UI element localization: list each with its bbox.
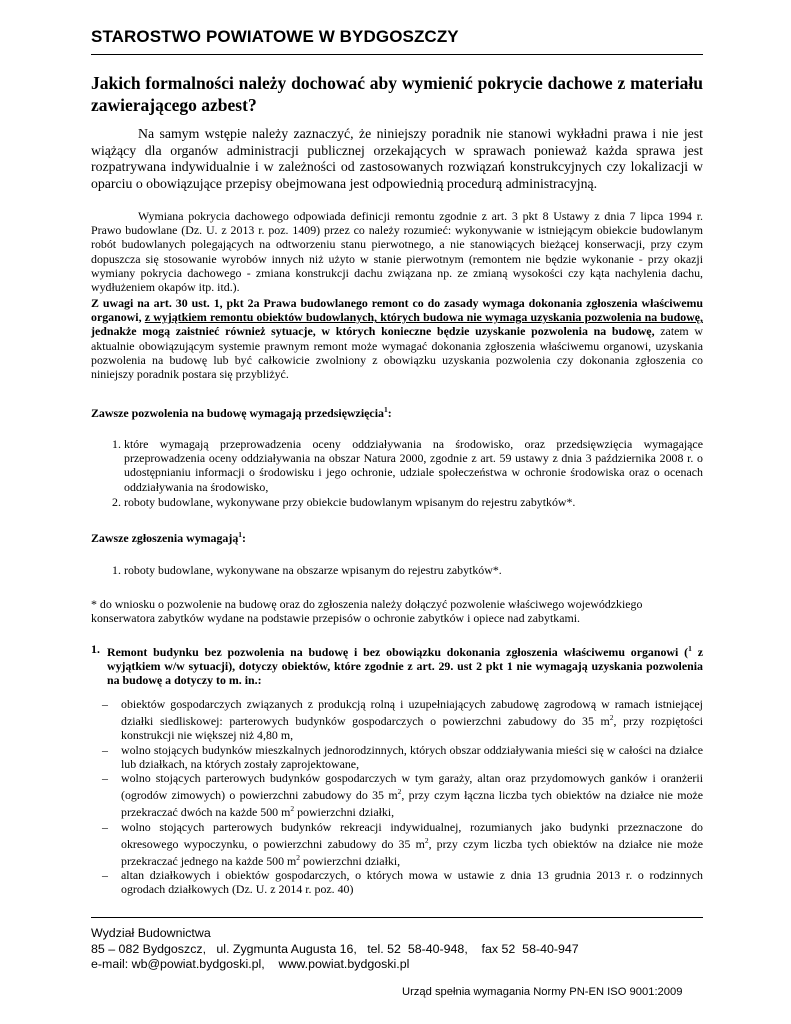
footer-contact (91, 926, 579, 973)
footnote-mark: 1 (688, 644, 692, 653)
legal-basis-exception: z wyjątkiem remontu obiektów budowlanych, których budowa nie wymaga uzyskania pozwolenia na budowę, (144, 310, 703, 325)
header-title: STAROSTWO POWIATOWE W BYDGOSZCZY (91, 27, 459, 46)
list-item-text: wolno stojących budynków mieszkalnych jednorodzinnych, których obszar oddziaływania mieści się w całości na działce lub działkach, na których zostały zaprojektowane, (121, 742, 703, 771)
notifications-heading-colon: : (242, 531, 247, 545)
exempt-buildings-list (91, 697, 703, 897)
superscript: 2 (290, 804, 295, 814)
notifications-list (91, 563, 703, 578)
header-divider (91, 54, 703, 55)
footer-address: 85 – 082 Bydgoszcz, ul. Zygmunta Augusta 16, tel. 52 58-40-948, fax 52 58-40-947 (91, 941, 579, 956)
section-1-line1: Remont budynku bez pozwolenia na budowę i bez obowiązku dokonania zgłoszenia właściwemu organowi (107, 645, 679, 659)
list-item-text: , przy rozpiętości konstrukcji nie większej niż 4,80 m, (121, 714, 704, 743)
list-item-text: , przy czym liczba tych obiektów na działce nie może przekraczać jednego na każde 500 m (121, 836, 703, 869)
footnote-mark: 1 (238, 530, 243, 539)
intro-paragraph: Na samym wstępie należy zaznaczyć, że niniejszy poradnik nie stanowi wykładni prawa i nie jest wiążący dla organów administracji publicznej orzekających w sprawach ponieważ każda sprawa jest rozpatrywana indywidualnie i w zależności od zastosowanych rozwiązań konstrukcyjnych czy lokalizacji w oparciu o obowiązujące przepisy obejmowana jest odpowiednią procedurą administracyjną. (91, 126, 703, 191)
section-1-paren: ( (684, 645, 689, 659)
notifications-heading (91, 530, 246, 546)
list-item-text: , przy czym łączna liczba tych obiektów na działce nie może przekraczać dwóch na każde 500 m (121, 788, 703, 820)
list-item (91, 495, 703, 509)
dash-bullet: – (102, 771, 108, 786)
legal-basis-paragraph (91, 296, 703, 381)
list-item (91, 437, 703, 494)
list-number: 2. (112, 494, 121, 509)
notifications-heading-text: Zawsze zgłoszenia wymagają (91, 531, 239, 545)
list-item (91, 563, 703, 577)
list-item (91, 771, 703, 820)
list-item-text: roboty budowlane, wykonywane na obszarze wpisanym do rejestru zabytków*. (124, 563, 502, 577)
superscript: 2 (424, 835, 429, 845)
list-item (91, 743, 703, 771)
list-item-text: które wymagają przeprowadzenia oceny oddziaływania na środowisko, oraz przedsięwzięcia wymagające przeprowadzenia oceny oddziaływania na obszar Natura 2000, zgodnie z art. 59 ustawy z dnia 3 października 2008 r. o udostępnianiu informacji o środowisku i jego ochronie, udziale społeczeństwa w ochronie środowiska oraz o ocenach oddziaływania na środowisko, (124, 437, 703, 494)
section-1-line2: z wyjątkiem w/w sytuacji), dotyczy obiektów, które zgodnie z art. 29. ust 2 pkt 1 nie wymagają uzyskania pozwolenia na budowę a dotyczy to m. in.: (107, 645, 703, 688)
document-title: Jakich formalności należy dochować aby wymienić pokrycie dachowe z materiału zawierającego azbest? (91, 73, 703, 115)
legal-basis-bold-1: Z uwagi na art. 30 ust. 1, pkt 2a Prawa budowlanego remont co do zasady wymaga dokonania zgłoszenia właściwemu organowi, (91, 296, 703, 325)
superscript: 2 (296, 853, 301, 863)
footnote-mark: 1 (383, 405, 388, 414)
list-number: 1. (112, 563, 121, 577)
dash-bullet: – (102, 819, 108, 834)
permits-list (91, 437, 703, 510)
list-item-text: obiektów gospodarczych związanych z produkcją rolną i uzupełniających zabudowę zagrodową w ramach istniejącej działki siedliskowej: parterowych budynków gospodarczych o powierzchni zabudowy do 35 m (121, 697, 703, 729)
list-item-text: roboty budowlane, wykonywane przy obiekcie budowlanym wpisanym do rejestru zabytków*. (124, 494, 576, 509)
permits-heading (91, 405, 392, 421)
section-number: 1. (91, 642, 100, 656)
remont-definition-paragraph: Wymiana pokrycia dachowego odpowiada definicji remontu zgodnie z art. 3 pkt 8 Ustawy z dnia 7 lipca 1994 r. Prawo budowlane (Dz. U. z 2013 r. poz. 1409) przez co należy rozumieć: wykonywanie w istniejącym obiekcie budowlanym robót budowlanych polegających na odtworzeniu stanu pierwotnego, a nie stanowiących bieżącej konserwacji, przy czym dopuszcza się stosowanie wyrobów innych niż użyto w stanie pierwotnym (remontem nie będzie wykonanie - przy okazji wymiany pokrycia dachowego - zmiana konstrukcji dachu związana np. ze zmianą wysokości czy kąta nachylenia dachu, wydłużeniem okapów itp. itd.). (91, 209, 703, 295)
legal-basis-bold-2: jednakże mogą zaistnieć również sytuacje, w których konieczne będzie uzyskanie pozwolenia na budowę, (91, 324, 655, 339)
footer-department: Wydział Budownictwa (91, 926, 211, 940)
list-item-text: powierzchni działki, (294, 805, 395, 820)
monument-note: * do wniosku o pozwolenie na budowę oraz do zgłoszenia należy dołączyć pozwolenie właściwego wojewódzkiego konserwatora zabytków wydane na podstawie przepisów o ochronie zabytków i opiece nad zabytkami. (91, 597, 643, 626)
permits-heading-colon: : (387, 406, 392, 420)
iso-certification: Urząd spełnia wymagania Normy PN-EN ISO 9001:2009 (402, 986, 683, 998)
list-item (91, 868, 703, 896)
list-item-text: wolno stojących parterowych budynków gospodarczych w tym garaży, altan oraz przydomowych ganków i oranżerii (ogrodów zimowych) o powierzchni zabudowy do 35 m (121, 771, 703, 803)
dash-bullet: – (102, 697, 108, 711)
footer-email-web: e-mail: wb@powiat.bydgoski.pl, www.powiat.bydgoski.pl (91, 957, 410, 971)
superscript: 2 (609, 713, 614, 723)
list-item (91, 820, 703, 869)
footer-divider (91, 917, 703, 918)
dash-bullet: – (102, 868, 108, 883)
list-item-text: powierzchni działki, (300, 854, 401, 869)
legal-basis-normal: zatem w aktualnie obowiązującym systemie prawnym remont może wymagać dokonania zgłoszenia właściwemu organowi, uzyskania pozwolenia na budowę lub być całkowicie zwolniony z obowiązku uzyskania pozwolenia czy dokonania zgłoszenia co niniejszy poradnik postara się przybliżyć. (91, 324, 703, 382)
dash-bullet: – (102, 742, 108, 757)
section-1-text (91, 642, 703, 688)
section-1-heading (91, 642, 703, 688)
list-number: 1. (112, 437, 121, 451)
list-item (91, 697, 703, 743)
superscript: 2 (397, 787, 402, 797)
permits-heading-text: Zawsze pozwolenia na budowę wymagają przedsięwzięcia (91, 406, 384, 420)
list-item-text: wolno stojących parterowych budynków rekreacji indywidualnej, rozumianych jako budynki przeznaczone do okresowego wypoczynku, o powierzchni zabudowy do 35 m (121, 819, 703, 851)
list-item-text: altan działkowych i obiektów gospodarczych, o których mowa w ustawie z dnia 13 grudnia 2013 r. o rodzinnych ogrodach działkowych (Dz. U. z 2014 r. poz. 40) (121, 868, 703, 897)
